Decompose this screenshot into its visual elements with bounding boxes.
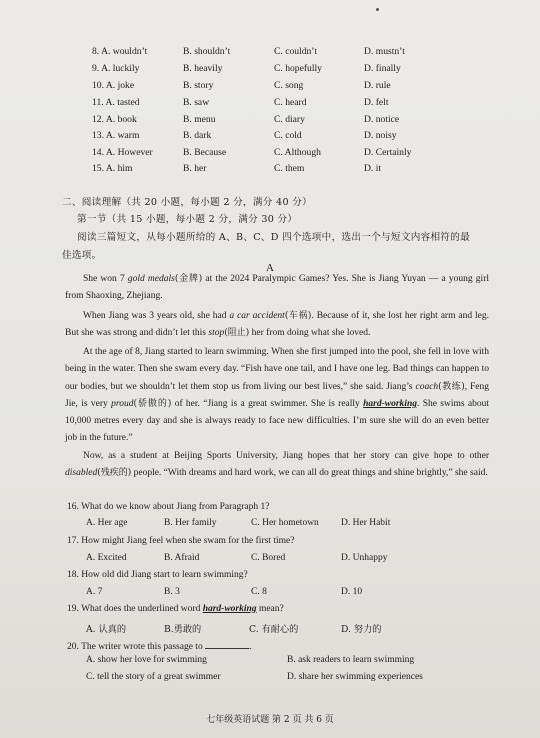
option-c: C. cold — [274, 130, 302, 141]
underlined-word: hard-working — [363, 398, 417, 409]
section-heading: 二、阅读理解（共 20 小题，每小题 2 分，满分 40 分） — [62, 197, 312, 208]
choice-c[interactable]: C. 有耐心的 — [249, 624, 299, 635]
ink-dot — [376, 8, 379, 11]
option-d: D. finally — [364, 63, 401, 74]
choice-c[interactable]: C. Bored — [251, 553, 286, 563]
option-a: 12. A. book — [92, 114, 137, 125]
choice-b[interactable]: B.勇敢的 — [164, 624, 202, 635]
option-b: B. shouldn’t — [183, 46, 231, 57]
choice-d[interactable]: D. 10 — [341, 587, 363, 597]
passage-paragraph-2: When Jiang was 3 years old, she had a car accident(车祸). Because of it, she lost her right arm and leg. But she was strong and didn’t let this stop(阻止) her from doing what she loved. — [65, 311, 489, 339]
passage-paragraph-3: At the age of 8, Jiang started to learn swimming. When she first jumped into the pool, she fell in love with being in the water. Then she swam every day. “Fish have one tail, and I have one leg. Bad things can happen to our bodies, but we shouldn’t let them stop us from living our best lives,” she said. Jiang’s coach(教练), Feng Jie, is very proud(骄傲的) of her. “Jiang is a great swimmer. She is really hard-working. She swims about 10,000 metres every day and she is always ready to face new difficulties. I’m sure she will do an even better job in the future.” — [65, 347, 489, 444]
part-heading: 第一节（共 15 小题，每小题 2 分，满分 30 分） — [77, 214, 298, 225]
option-a: 9. A. luckily — [92, 63, 140, 74]
option-b: B. dark — [183, 130, 212, 141]
choice-d[interactable]: D. Her Habit — [341, 518, 391, 528]
option-row-11 — [0, 97, 540, 113]
choice-a[interactable]: A. Excited — [86, 553, 127, 563]
option-d: D. notice — [364, 114, 400, 125]
option-c: C. song — [274, 80, 304, 91]
option-row-14 — [0, 147, 540, 163]
passage-letter: A — [266, 262, 274, 274]
answer-blank — [205, 639, 249, 649]
option-a: 10. A. joke — [92, 80, 135, 91]
choice-a[interactable]: A. show her love for swimming — [86, 655, 207, 665]
option-a: 14. A. However — [92, 147, 153, 158]
option-a: 15. A. him — [92, 163, 133, 174]
option-row-9 — [0, 63, 540, 79]
choice-a[interactable]: A. 7 — [86, 587, 103, 597]
option-c: C. Although — [274, 147, 321, 158]
option-b: B. heavily — [183, 63, 223, 74]
option-c: C. them — [274, 163, 305, 174]
choice-b[interactable]: B. Her family — [164, 518, 217, 528]
page-footer: 七年级英语试题 第 2 页 共 6 页 — [206, 715, 334, 725]
instruction-line-2: 佳选项。 — [62, 250, 102, 261]
option-row-8 — [0, 46, 540, 62]
option-d: D. mustn’t — [364, 46, 405, 57]
choice-b[interactable]: B. ask readers to learn swimming — [287, 655, 415, 665]
option-row-12 — [0, 114, 540, 130]
option-b: B. saw — [183, 97, 210, 108]
option-b: B. her — [183, 163, 207, 174]
question-19: 19. What does the underlined word hard-working mean? — [67, 604, 284, 614]
choice-d[interactable]: D. share her swimming experiences — [287, 672, 423, 682]
choice-b[interactable]: B. Afraid — [164, 553, 200, 563]
option-d: D. noisy — [364, 130, 397, 141]
choice-d[interactable]: D. 努力的 — [341, 624, 382, 635]
instruction-line-1: 阅读三篇短文，从每小题所给的 A、B、C、D 四个选项中，选出一个与短文内容相符的最 — [77, 232, 471, 243]
option-b: B. menu — [183, 114, 216, 125]
choice-b[interactable]: B. 3 — [164, 587, 180, 597]
question-17: 17. How might Jiang feel when she swam for the first time? — [67, 536, 295, 546]
choice-c[interactable]: C. tell the story of a great swimmer — [86, 672, 221, 682]
question-16: 16. What do we know about Jiang from Paragraph 1? — [67, 502, 270, 512]
option-a: 8. A. wouldn’t — [92, 46, 148, 57]
option-c: C. couldn’t — [274, 46, 317, 57]
passage-paragraph-1: She won 7 gold medals(金牌) at the 2024 Paralympic Games? Yes. She is Jiang Yuyan — a young girl from Shaoxing, Zhejiang. — [65, 274, 489, 302]
option-c: C. diary — [274, 114, 305, 125]
option-c: C. heard — [274, 97, 307, 108]
question-18: 18. How old did Jiang start to learn swimming? — [67, 570, 248, 580]
choice-c[interactable]: C. Her hometown — [251, 518, 319, 528]
option-c: C. hopefully — [274, 63, 322, 74]
choice-d[interactable]: D. Unhappy — [341, 553, 388, 563]
option-d: D. Certainly — [364, 147, 412, 158]
question-20: 20. The writer wrote this passage to . — [67, 639, 251, 652]
option-row-15 — [0, 163, 540, 179]
option-d: D. felt — [364, 97, 389, 108]
option-b: B. story — [183, 80, 214, 91]
choice-c[interactable]: C. 8 — [251, 587, 267, 597]
option-d: D. it — [364, 163, 382, 174]
choice-a[interactable]: A. Her age — [86, 518, 128, 528]
option-a: 13. A. warm — [92, 130, 140, 141]
choice-a[interactable]: A. 认真的 — [86, 624, 127, 635]
option-row-10 — [0, 80, 540, 96]
passage-paragraph-4: Now, as a student at Beijing Sports University, Jiang hopes that her story can give hope to other disabled(残疾的) people. “With dreams and hard work, we can all do great things and shine brightly,” she said. — [65, 451, 489, 479]
option-row-13 — [0, 130, 540, 146]
option-b: B. Because — [183, 147, 227, 158]
option-d: D. rule — [364, 80, 391, 91]
option-a: 11. A. tasted — [92, 97, 140, 108]
